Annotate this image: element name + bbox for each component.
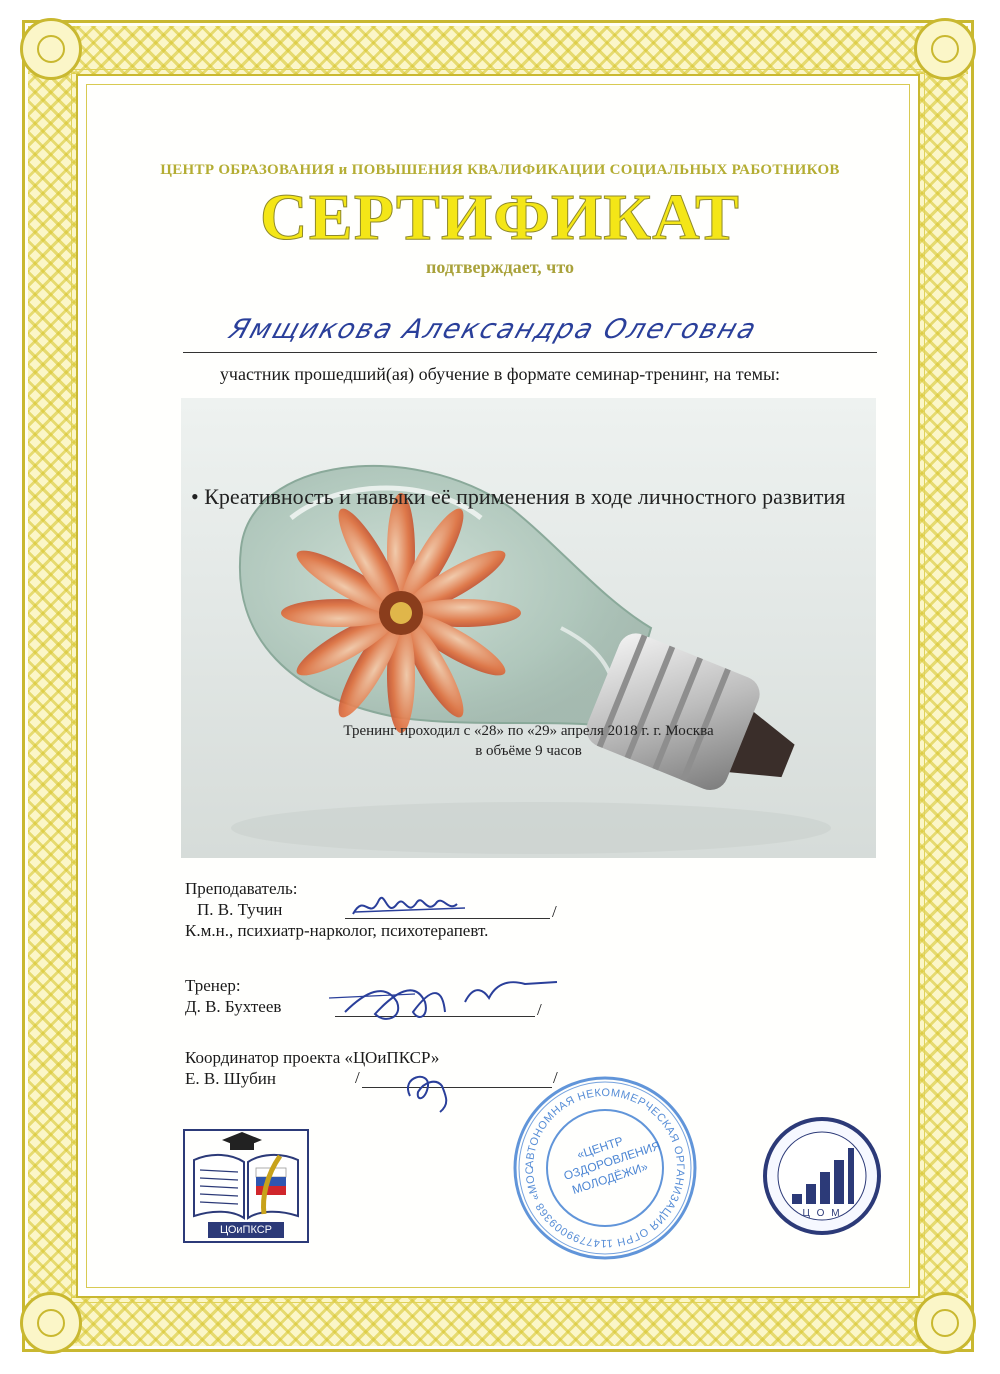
teacher-credentials: К.м.н., психиатр-нарколог, психотерапевт. [185, 921, 489, 940]
trainer-role: Тренер: [185, 976, 241, 995]
coordinator-signature-icon [380, 1056, 470, 1116]
round-stamp [512, 1075, 698, 1261]
trainer-signature-icon [325, 962, 565, 1034]
topic-item: • Креативность и навыки её применения в ходе личностного развития [191, 484, 846, 509]
teacher-name: П. В. Тучин [197, 900, 283, 919]
coordinator-signature-slash-right: / [553, 1068, 558, 1087]
corner-ornament-bottom-right [914, 1292, 976, 1354]
trainer-signature-block [185, 975, 281, 1017]
teacher-signature-slash: / [552, 902, 557, 921]
certificate-title: СЕРТИФИКАТ [260, 181, 740, 254]
coordinator-name: Е. В. Шубин [185, 1069, 276, 1088]
recipient-name-line [183, 352, 877, 353]
corner-ornament-top-left [20, 18, 82, 80]
youth-center-logo [762, 1116, 882, 1236]
organization-logo-label: ЦОиПКСР [219, 1224, 273, 1236]
trainer-signature-slash: / [537, 1000, 542, 1019]
organization-logo [182, 1126, 310, 1244]
recipient-handwritten-name: Ямщикова Александра Олеговна [224, 314, 762, 345]
lightbulb-illustration [181, 398, 876, 858]
stamp-center-text: «ЦЕНТР ОЗДОРОВЛЕНИЯ МОЛОДЁЖИ» [561, 1133, 663, 1198]
participant-description: участник прошедший(ая) обучение в формате семинар-тренинг, на темы: [219, 364, 781, 384]
confirms-text: подтверждает, что [426, 257, 574, 277]
svg-text:АВТОНОМНАЯ НЕКОММЕРЧЕСКАЯ ОРГА: АВТОНОМНАЯ НЕКОММЕРЧЕСКАЯ ОРГАНИЗАЦИЯ ОГРН 1147799009368 «МОС [523, 1086, 687, 1250]
teacher-signature-icon [345, 882, 475, 932]
training-info [181, 721, 876, 761]
corner-ornament-bottom-left [20, 1292, 82, 1354]
training-dates: Тренинг проходил с «28» по «29» апреля 2018 г. г. Москва [343, 723, 714, 739]
youth-center-letters: Ц О М [802, 1208, 842, 1219]
trainer-name: Д. В. Бухтеев [185, 997, 282, 1016]
coordinator-signature-slash-left: / [355, 1068, 360, 1087]
lightbulb-flower-image [181, 398, 876, 858]
training-hours: в объёме 9 часов [475, 743, 582, 759]
teacher-role: Преподаватель: [185, 879, 298, 898]
corner-ornament-top-right [914, 18, 976, 80]
coordinator-role: Координатор проекта «ЦОиПКСР» [185, 1048, 440, 1067]
organization-name: ЦЕНТР ОБРАЗОВАНИЯ и ПОВЫШЕНИЯ КВАЛИФИКАЦИИ СОЦИАЛЬНЫХ РАБОТНИКОВ [160, 162, 840, 178]
